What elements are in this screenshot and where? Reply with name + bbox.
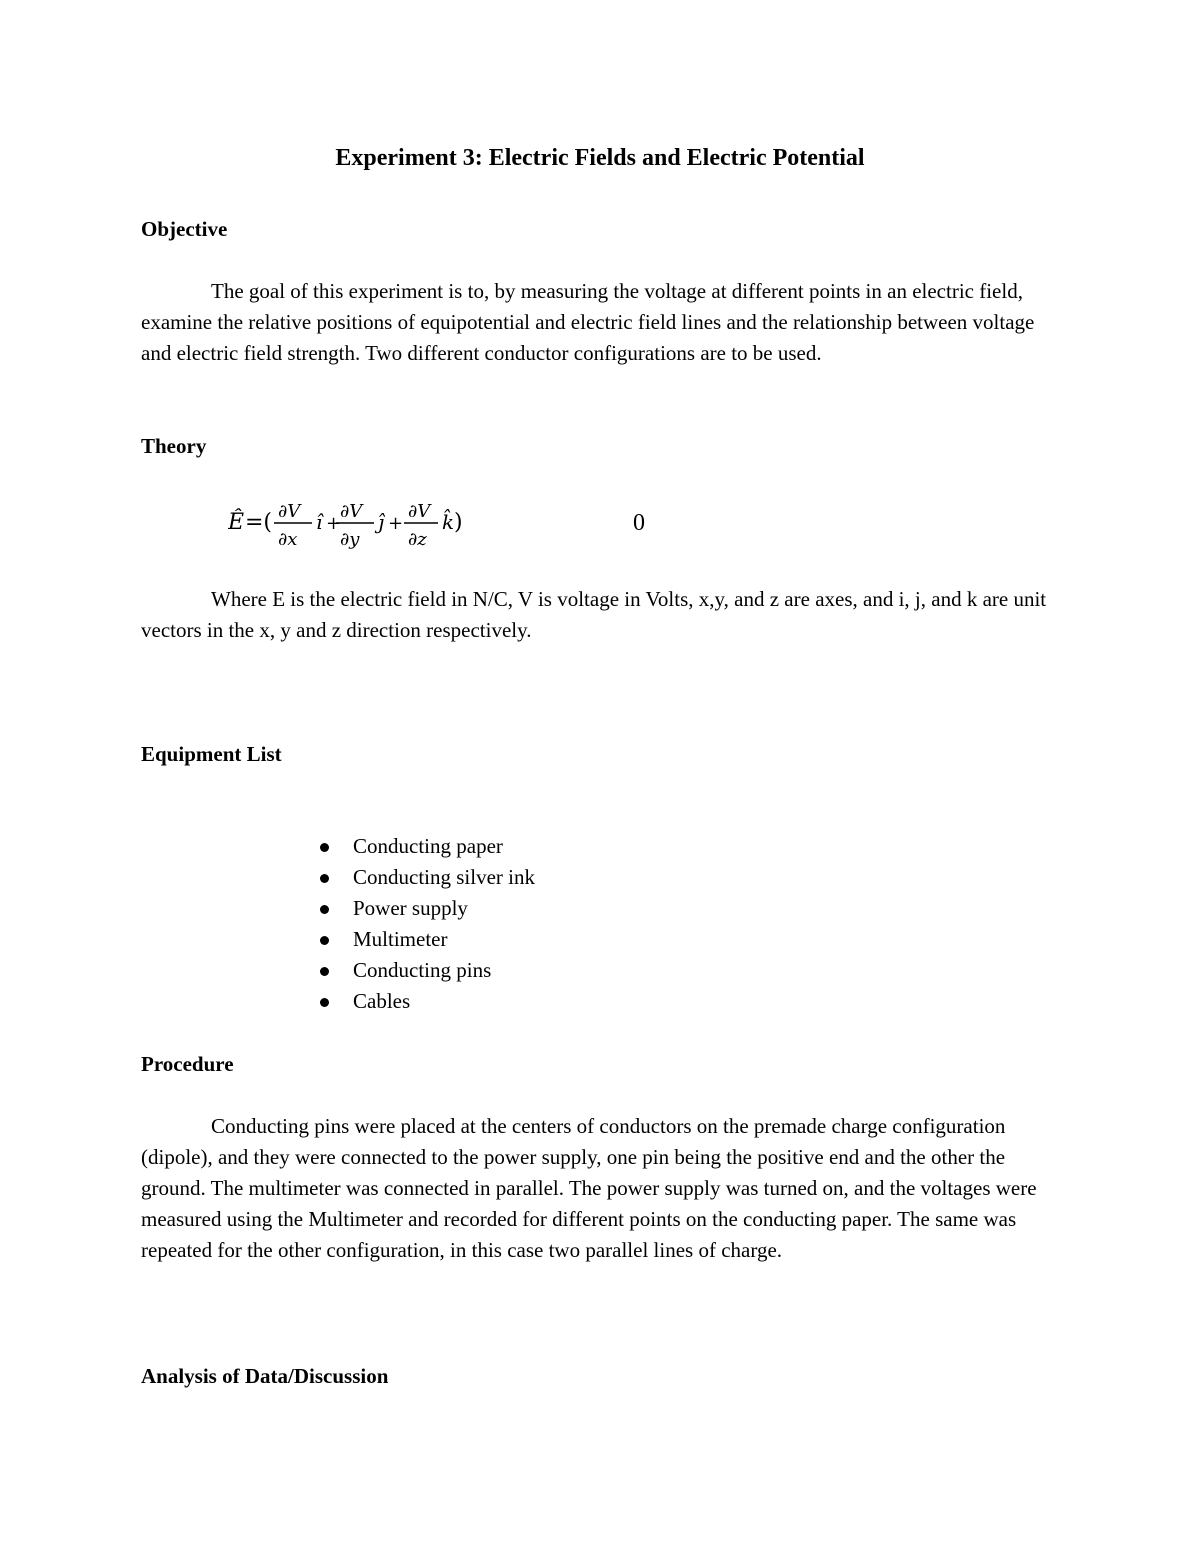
equipment-heading: Equipment List <box>141 742 282 766</box>
equation-unit-j: ĵ <box>378 510 385 534</box>
bullet-icon <box>320 936 329 945</box>
theory-heading: Theory <box>141 434 207 458</box>
equation-numerator-3: ∂V <box>408 501 431 522</box>
list-item: Conducting paper <box>320 831 535 862</box>
equation-equals: =( <box>245 510 273 535</box>
bullet-icon <box>320 843 329 852</box>
equation-denominator-z: ∂z <box>408 529 427 550</box>
document-title: Experiment 3: Electric Fields and Electric Potential <box>335 145 865 171</box>
bullet-icon <box>320 967 329 976</box>
bullet-icon <box>320 998 329 1007</box>
equation-numerator-1: ∂V <box>278 501 301 522</box>
equation-unit-i: î <box>316 510 323 534</box>
equation-plus-1: + <box>326 513 342 534</box>
list-item: Conducting pins <box>320 955 535 986</box>
equipment-list <box>320 831 535 1017</box>
bullet-icon <box>320 905 329 914</box>
analysis-heading: Analysis of Data/Discussion <box>141 1364 389 1388</box>
equation-close-paren: ) <box>454 510 463 535</box>
procedure-paragraph: Conducting pins were placed at the centers of conductors on the premade charge configuration (dipole), and they were connected to the power supply, one pin being the positive end and the other the ground. The multimeter was connected in parallel. The power supply was turned on, and the voltages were measured using the Multimeter and recorded for different points on the conducting paper. The same was repeated for the other configuration, in this case two parallel lines of charge. <box>141 1114 1037 1262</box>
equation-number: 0 <box>633 510 645 536</box>
equation-denominator-x: ∂x <box>278 529 298 550</box>
list-item: Conducting silver ink <box>320 862 535 893</box>
electric-field-equation <box>228 495 488 555</box>
objective-paragraph: The goal of this experiment is to, by measuring the voltage at different points in an electric field, examine the relative positions of equipotential and electric field lines and the relationship between voltage and electric field strength. Two different conductor configurations are to be used. <box>141 279 1035 365</box>
list-item: Multimeter <box>320 924 535 955</box>
objective-heading: Objective <box>141 217 228 241</box>
procedure-heading: Procedure <box>141 1052 234 1076</box>
equation-unit-k: k̂ <box>442 510 455 534</box>
equation-lhs: Ê <box>228 510 245 535</box>
equation-plus-2: + <box>388 513 404 534</box>
theory-paragraph: Where E is the electric field in N/C, V is voltage in Volts, x,y, and z are axes, and i, j, and k are unit vectors in the x, y and z direction respectively. <box>141 587 1047 642</box>
list-item: Power supply <box>320 893 535 924</box>
list-item: Cables <box>320 986 535 1017</box>
equation-denominator-y: ∂y <box>340 529 360 550</box>
bullet-icon <box>320 874 329 883</box>
equation-numerator-2: ∂V <box>340 501 363 522</box>
